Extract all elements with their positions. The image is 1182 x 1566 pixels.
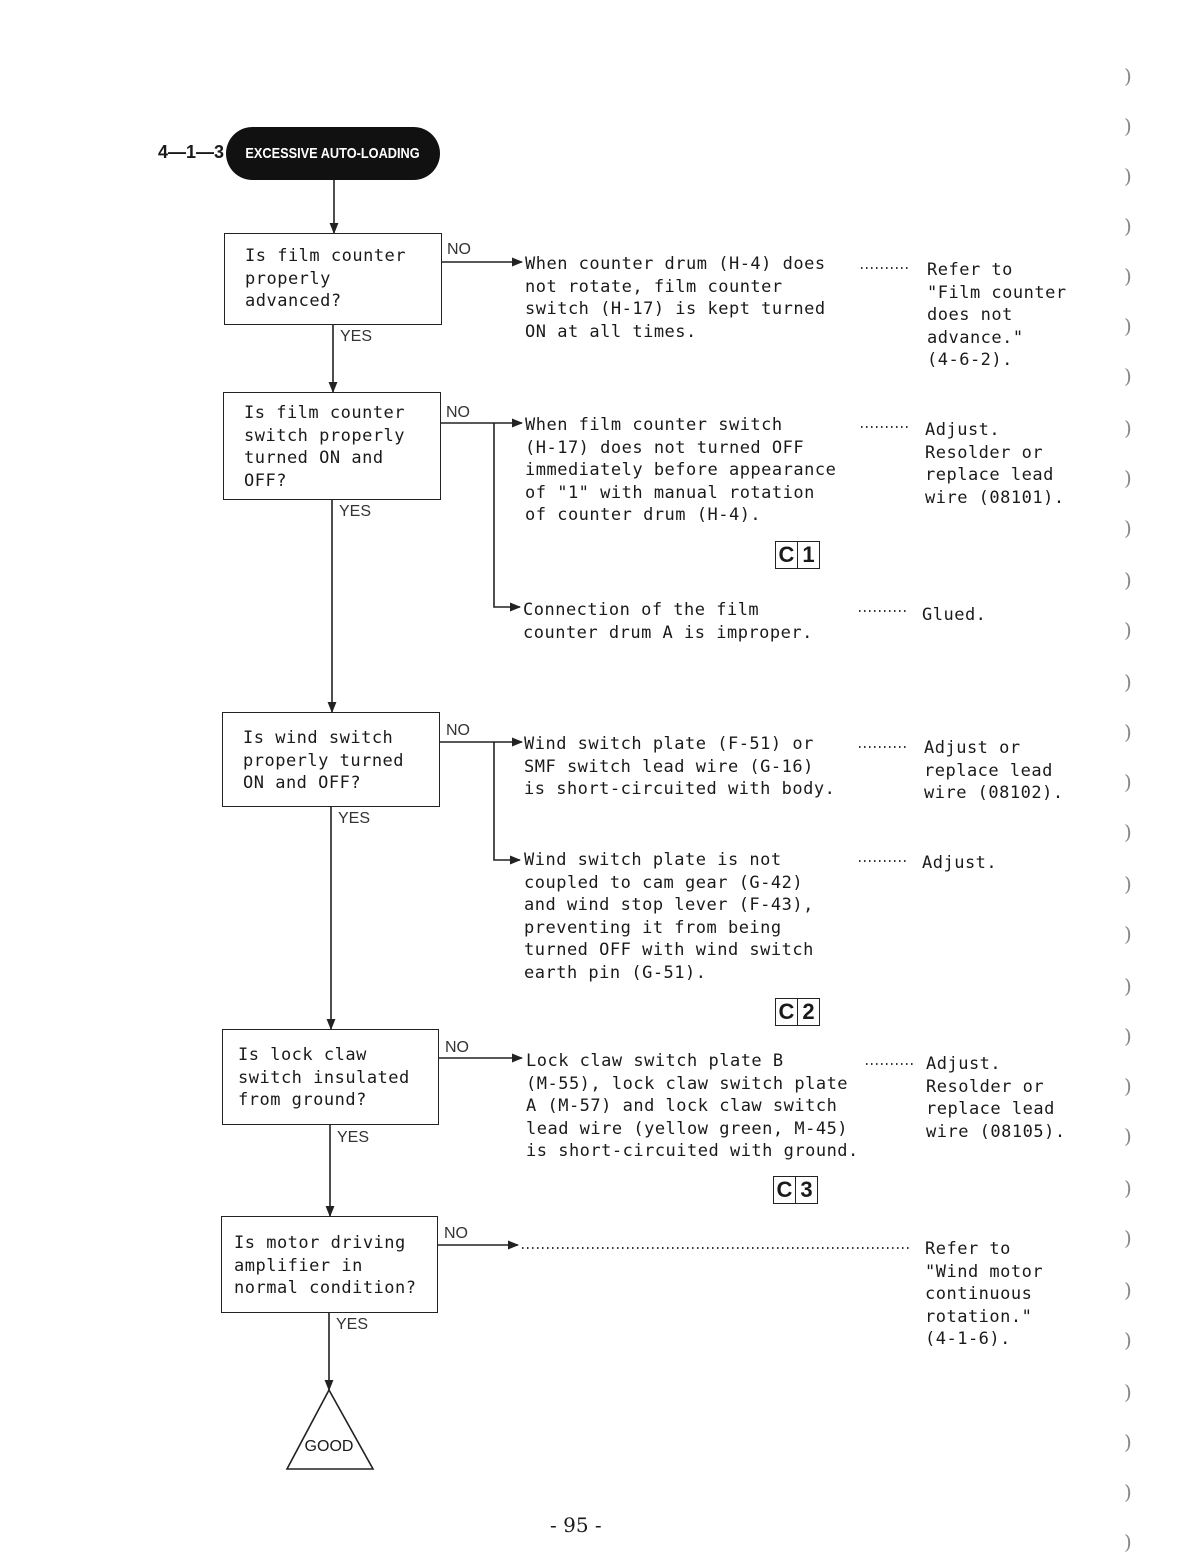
binder-mark: ) [1124, 1430, 1132, 1454]
code-letter: C [778, 542, 795, 567]
binder-mark: ) [1124, 670, 1132, 694]
yes-label-q2: YES [339, 503, 372, 520]
binder-mark: ) [1124, 1278, 1132, 1302]
title-terminal [226, 127, 440, 180]
no-label-q4: NO [445, 1039, 469, 1056]
binder-mark: ) [1124, 264, 1132, 288]
remedy-adjust-08101: Adjust. Resolder or replace lead wire (08101). [925, 420, 1065, 508]
section-number: 4—1—3 [158, 142, 225, 162]
yes-label-q4: YES [337, 1129, 370, 1146]
binder-mark: ) [1124, 974, 1132, 998]
question-box-motor-amplifier: Is motor driving amplifier in normal condition? [221, 1216, 438, 1313]
cause-wind-plate-coupling: Wind switch plate is not coupled to cam gear (G-42) and wind stop lever (F-43), preventing it from being turned OFF with wind switch earth pin (G-51). [524, 850, 814, 983]
code-box-c1 [775, 541, 820, 569]
binder-mark: ) [1124, 364, 1132, 388]
binder-mark: ) [1124, 770, 1132, 794]
binder-mark: ) [1124, 618, 1132, 642]
yes-label-q1: YES [340, 328, 373, 345]
cause-wind-plate-short: Wind switch plate (F-51) or SMF switch lead wire (G-16) is short-circuited with body. [524, 734, 836, 799]
good-terminal-shape [287, 1390, 373, 1469]
remedy-glued: Glued. [922, 605, 987, 625]
binder-mark: ) [1124, 1328, 1132, 1352]
code-box-c3 [773, 1176, 818, 1204]
question-box-counter-switch: Is film counter switch properly turned ON and OFF? [223, 392, 441, 500]
cause-drum-connection: Connection of the film counter drum A is improper. [523, 600, 813, 643]
binder-mark: ) [1124, 922, 1132, 946]
yes-label-q3: YES [338, 810, 371, 827]
no-label-q1: NO [447, 241, 471, 258]
remedy-adjust-08105: Adjust. Resolder or replace lead wire (08105). [926, 1054, 1066, 1142]
binder-mark: ) [1124, 1480, 1132, 1504]
binder-mark: ) [1124, 164, 1132, 188]
binder-mark: ) [1124, 872, 1132, 896]
no-label-q5: NO [444, 1225, 468, 1242]
cause-counter-drum: When counter drum (H-4) does not rotate, film counter switch (H-17) is kept turned ON at all times. [525, 254, 826, 342]
arrow-q3-no-branch [494, 742, 520, 860]
arrow-q2-no-branch [494, 423, 520, 607]
binder-mark: ) [1124, 1380, 1132, 1404]
binder-mark: ) [1124, 1176, 1132, 1200]
no-label-q2: NO [446, 404, 470, 421]
no-label-q3: NO [446, 722, 470, 739]
yes-label-q5: YES [336, 1316, 369, 1333]
binder-mark: ) [1124, 1124, 1132, 1148]
question-box-wind-switch: Is wind switch properly turned ON and OFF? [222, 712, 440, 807]
good-terminal-label: GOOD [304, 1438, 354, 1455]
binder-mark: ) [1124, 1024, 1132, 1048]
code-number: 1 [797, 542, 819, 568]
code-box-c2 [775, 998, 820, 1026]
binder-mark: ) [1124, 720, 1132, 744]
cause-counter-switch: When film counter switch (H-17) does not turned OFF immediately before appearance of "1" with manual rotation of counter drum (H-4). [525, 415, 837, 525]
remedy-adjust: Adjust. [922, 853, 998, 873]
binder-mark: ) [1124, 820, 1132, 844]
remedy-refer-wind-motor: Refer to "Wind motor continuous rotation." (4-1-6). [925, 1239, 1044, 1349]
question-box-lock-claw: Is lock claw switch insulated from ground? [222, 1029, 439, 1125]
binder-mark: ) [1124, 1530, 1132, 1554]
code-letter: C [776, 1177, 793, 1202]
binder-mark: ) [1124, 64, 1132, 88]
binder-mark: ) [1124, 114, 1132, 138]
page-title: EXCESSIVE AUTO-LOADING [245, 145, 421, 162]
remedy-adjust-08102: Adjust or replace lead wire (08102). [924, 738, 1064, 803]
binder-mark: ) [1124, 466, 1132, 490]
question-box-film-counter: Is film counter properly advanced? [224, 233, 442, 325]
binder-mark: ) [1124, 1074, 1132, 1098]
binder-mark: ) [1124, 214, 1132, 238]
binder-mark: ) [1124, 416, 1132, 440]
cause-lock-claw-short: Lock claw switch plate B (M-55), lock claw switch plate A (M-57) and lock claw switch lead wire (yellow green, M-45) is short-circuited with ground. [526, 1051, 859, 1161]
code-letter: C [778, 999, 795, 1024]
binder-mark: ) [1124, 568, 1132, 592]
code-number: 3 [795, 1177, 817, 1203]
remedy-refer-film-counter: Refer to "Film counter does not advance." (4-6-2). [927, 260, 1067, 370]
code-number: 2 [797, 999, 819, 1025]
binder-mark: ) [1124, 516, 1132, 540]
binder-mark: ) [1124, 314, 1132, 338]
page-number: - 95 - [550, 1513, 602, 1537]
binder-mark: ) [1124, 1226, 1132, 1250]
